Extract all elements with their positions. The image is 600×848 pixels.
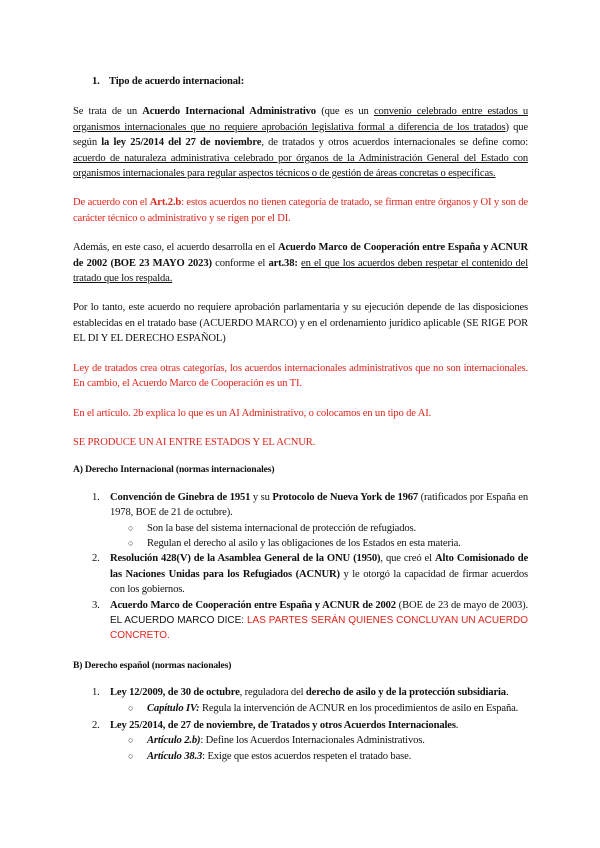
bullet-icon: ○: [128, 702, 134, 713]
underlined-text: en el que los acuerdos deben respetar el contenido del tratado que los respalda.: [73, 257, 529, 285]
bold-text: derecho de asilo y de la protección subsidiaria: [305, 687, 506, 699]
paragraph-note-ley: Ley de tratados crea otras categorías, los acuerdos internacionales administrativos que no son internacionales. En cambio, el Acuerdo Marco de Cooperación es un TI.: [73, 362, 528, 390]
bold-text: Convención de Ginebra de 1951: [110, 491, 251, 503]
section-a-list: [73, 490, 528, 644]
text: ) que según: [73, 121, 528, 149]
section-heading: [92, 74, 528, 89]
text: Regula la intervención de ACNUR en los procedimientos de asilo en España.: [199, 702, 519, 714]
paragraph-conclusion: Por lo tanto, este acuerdo no requiere aprobación parlamentaria y su ejecución depende de las disposiciones establecidas en el tratado base (ACUERDO MARCO) y en el ordenamiento jurídico aplicable (SE RIGE POR EL DI Y EL DERECHO ESPAÑOL): [73, 302, 528, 345]
bold-article: art.38:: [268, 257, 298, 269]
sub-list-item: [110, 749, 528, 764]
section-b-list: [73, 685, 528, 764]
bold-text: Acuerdo Marco de Cooperación entre España y ACNUR de 2002: [110, 599, 396, 611]
text: : Define los Acuerdos Internacionales Administrativos.: [200, 735, 425, 747]
text: : estos acuerdos no tienen categoría de tratado, se firman entre órganos y OI y son de carácter técnico o administrativo y se rigen por el DI.: [73, 197, 528, 224]
bold-text: Ley 12/2009, de 30 de octubre: [110, 687, 240, 699]
text: Regulan el derecho al asilo y las obligaciones de los Estados en esta materia.: [147, 537, 461, 549]
document-content: [73, 74, 528, 764]
text: (ratificados por España en 1978, BOE de 21 de octubre).: [110, 491, 528, 519]
list-number: 3.: [92, 599, 100, 611]
underlined-definition: acuerdo de naturaleza administrativa celebrado por órganos de la Administración General del Estado con organismos internacionales para regular aspectos técnicos o de gestión de áreas concretas o específicas.: [73, 152, 528, 180]
bold-italic-text: Artículo 2.b): [147, 735, 201, 747]
list-number: 1.: [92, 491, 100, 503]
sub-list: [110, 733, 528, 764]
bold-term: Acuerdo Internacional Administrativo: [142, 106, 316, 118]
text: De acuerdo con el: [73, 197, 150, 209]
bullet-icon: ○: [128, 522, 134, 533]
heading-number: 1.: [92, 76, 100, 87]
bold-law: la ley 25/2014 del 27 de noviembre: [101, 137, 262, 149]
bold-agreement: Acuerdo Marco de Cooperación entre España y ACNUR de 2002 (BOE 23 MAYO 2023): [73, 242, 529, 269]
paragraph-acuerdo-marco: [73, 240, 528, 286]
bold-text: Protocolo de Nueva York de 1967: [272, 491, 419, 503]
bold-italic-text: Artículo 38.3: [147, 750, 203, 762]
sub-list-item: [110, 521, 528, 536]
bold-text: Ley 25/2014, de 27 de noviembre, de Tratados y otros Acuerdos Internacionales: [110, 720, 456, 731]
list-item: [73, 718, 528, 764]
list-number: 2.: [92, 720, 100, 731]
list-item: [73, 598, 528, 644]
paragraph-note-art2b: En el artículo. 2b explica lo que es un AI Administrativo, o colocamos en un tipo de AI.: [73, 407, 432, 419]
heading-title: Tipo de acuerdo internacional:: [109, 76, 245, 87]
text: conforme el: [211, 257, 269, 269]
text: Son la base del sistema internacional de protección de refugiados.: [147, 522, 416, 534]
text: Además, en este caso, el acuerdo desarrolla en el: [73, 242, 278, 254]
sub-list-item: [110, 733, 528, 748]
section-b-title: B) Derecho español (normas nacionales): [73, 659, 232, 671]
text: : Exige que estos acuerdos respeten el tratado base.: [202, 750, 412, 762]
bullet-icon: ○: [128, 750, 134, 761]
sub-list-item: [110, 536, 528, 551]
sub-list: [110, 701, 528, 716]
bold-text: Resolución 428(V) de la Asamblea General de la ONU (1950): [110, 553, 381, 565]
list-number: 2.: [92, 553, 100, 565]
sub-list: [110, 521, 528, 552]
sub-list-item: [110, 701, 528, 716]
paragraph-art2b: [73, 195, 528, 226]
list-item: [73, 551, 528, 597]
paragraph-note-ai: SE PRODUCE UN AI ENTRE ESTADOS Y EL ACNUR.: [73, 436, 316, 448]
text: .: [455, 720, 459, 731]
bullet-icon: ○: [128, 735, 134, 746]
text: , de tratados y otros acuerdos internacionales se define como:: [261, 137, 528, 149]
text: , reguladora del: [239, 687, 306, 699]
paragraph-definition: [73, 104, 528, 181]
text: (que es un: [315, 106, 374, 118]
list-number: 1.: [92, 687, 100, 699]
bold-text: Alto Comisionado de las Naciones Unidas para los Refugiados (ACNUR): [110, 553, 528, 580]
text: .: [505, 687, 509, 699]
underlined-text: convenio celebrado entre estados u organismos internacionales que no requiere aprobación legislativa formal a diferencia de los tratados: [73, 106, 529, 133]
text: , que creó el: [380, 553, 435, 565]
caps-text: EL ACUERDO MARCO DICE:: [110, 614, 247, 626]
list-item: [73, 685, 528, 716]
text: y le otorgó la capacidad de firmar acuerdos con los gobiernos.: [110, 568, 528, 596]
text: y su: [250, 491, 273, 503]
section-a-title: A) Derecho Internacional (normas internacionales): [73, 464, 275, 476]
text: (BOE de 23 de mayo de 2003).: [395, 599, 528, 611]
bullet-icon: ○: [128, 537, 134, 548]
text: Se trata de un: [73, 106, 143, 118]
caps-red-text: LAS PARTES SERÁN QUIENES CONCLUYAN UN ACUERDO CONCRETO.: [110, 614, 528, 642]
bold-article: Art.2.b: [149, 197, 182, 209]
bold-italic-text: Capítulo IV:: [147, 702, 200, 714]
list-item: [73, 490, 528, 552]
